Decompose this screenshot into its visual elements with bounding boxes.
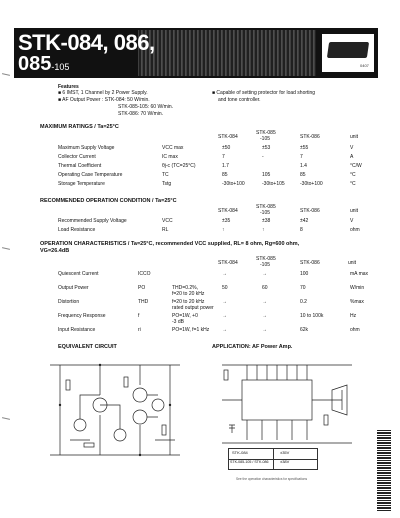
row-symbol: TC — [162, 172, 169, 178]
row-value: → — [262, 299, 267, 305]
row-value: -30to+105 — [262, 181, 285, 187]
part-number-line1: STK-084, 086, — [18, 30, 155, 55]
application-heading: APPLICATION: AF Power Amp. — [212, 344, 293, 350]
feature-item: ■ AF Output Power : STK-084: 50 W/min. — [58, 97, 150, 103]
row-value: ±38 — [262, 218, 271, 224]
col-header: STK-085 — [256, 204, 276, 210]
row-condition: PO=1W, f=1 kHz — [172, 327, 210, 333]
row-label: Input Resistance — [58, 327, 96, 333]
row-value: 105 — [262, 172, 271, 178]
col-header: unit — [350, 134, 359, 140]
mini-table-cell: ±35V — [280, 450, 290, 455]
row-unit: V — [350, 218, 354, 224]
row-value: 7 — [222, 154, 225, 160]
col-header: unit — [348, 260, 357, 266]
row-label: Recommended Supply Voltage — [58, 218, 127, 224]
row-value: ±50 — [222, 145, 231, 151]
footnote: See the operation characteristics for specifications — [236, 477, 308, 481]
row-label: Output Power — [58, 285, 89, 291]
row-label: Storage Temperature — [58, 181, 105, 187]
row-unit: Hz — [350, 313, 357, 319]
row-value: 1.7 — [222, 163, 229, 169]
row-condition: f=20 to 20 kHz — [172, 299, 205, 305]
row-value: -30to+100 — [300, 181, 323, 187]
row-label: Operating Case Temperature — [58, 172, 123, 178]
row-value: → — [222, 327, 227, 333]
mini-table-cell: STK-085-105 / STK-086 — [230, 460, 269, 464]
op-char-heading: OPERATION CHARACTERISTICS / Ta=25°C, recommended VCC supplied, RL= 8 ohm, Rg=600 ohm, — [40, 241, 300, 247]
col-header: STK-085 — [256, 130, 276, 136]
col-header: STK-084 — [218, 134, 238, 140]
row-value: → — [262, 271, 267, 277]
row-value: → — [222, 299, 227, 305]
col-header: STK-086 — [300, 208, 320, 214]
margin-mark — [2, 417, 10, 420]
row-value: 100 — [300, 271, 309, 277]
row-value: 10 to 100k — [300, 313, 324, 319]
application-circuit-diagram — [212, 355, 362, 455]
row-value: 0.2 — [300, 299, 307, 305]
max-ratings-heading: MAXIMUM RATINGS / Ta=25°C — [40, 124, 119, 130]
col-header: -105 — [260, 210, 271, 216]
row-unit: mA max — [350, 271, 369, 277]
row-symbol: f — [138, 313, 140, 319]
row-label: Collector Current — [58, 154, 96, 160]
row-unit: W/min — [350, 285, 365, 291]
row-symbol: VCC — [162, 218, 173, 224]
margin-mark — [2, 247, 10, 250]
row-value: -30to+100 — [222, 181, 245, 187]
col-header: -105 — [260, 136, 271, 142]
row-unit: °C — [350, 181, 356, 187]
row-unit: °C — [350, 172, 356, 178]
row-unit: %max — [350, 299, 364, 305]
barcode-strip — [377, 430, 391, 512]
col-header: STK-085 — [256, 256, 276, 262]
row-label: Frequency Response — [58, 313, 106, 319]
header-texture — [138, 30, 316, 76]
row-unit: ohm — [350, 227, 360, 233]
part-number-line2: 085-105 — [18, 53, 70, 75]
row-value: 62k — [300, 327, 309, 333]
row-value: ±35 — [222, 218, 231, 224]
row-value: ↑ — [222, 227, 225, 233]
row-value: 50 — [222, 285, 228, 291]
package-icon — [327, 42, 369, 58]
equiv-circuit-heading: EQUIVALENT CIRCUIT — [58, 344, 117, 350]
col-header: -105 — [260, 262, 271, 268]
mini-table-cell: STK-084 — [232, 450, 248, 455]
row-label: Distortion — [58, 299, 80, 305]
feature-item: and tone controller. — [218, 97, 261, 103]
row-condition: rated output power — [172, 305, 214, 311]
row-condition: -3 dB — [172, 319, 184, 325]
feature-item: STK-085-105: 60 W/min. — [118, 104, 174, 110]
row-value: → — [262, 327, 267, 333]
row-symbol: ri — [138, 327, 141, 333]
row-unit: A — [350, 154, 354, 160]
equivalent-circuit-diagram — [40, 355, 190, 465]
row-unit: ohm — [350, 327, 360, 333]
row-value: 85 — [300, 172, 306, 178]
row-value: → — [222, 271, 227, 277]
col-header: STK-084 — [218, 208, 238, 214]
row-value: - — [262, 154, 264, 160]
row-symbol: THD — [138, 299, 149, 305]
op-char-heading2: VG=26.4dB — [40, 248, 70, 254]
row-value: → — [222, 313, 227, 319]
row-value: ±42 — [300, 218, 309, 224]
row-label: Quiescent Current — [58, 271, 99, 277]
row-symbol: IC max — [162, 154, 178, 160]
row-label: Load Resistance — [58, 227, 96, 233]
row-symbol: RL — [162, 227, 169, 233]
row-condition: PO=1W, +0 — [172, 313, 198, 319]
package-tag: 0407 — [360, 63, 369, 68]
row-label: Maximum Supply Voltage — [58, 145, 115, 151]
row-symbol: Tstg — [162, 181, 172, 187]
mini-table-cell: ±38V — [280, 459, 290, 464]
row-symbol: θj-c (TC=25°C) — [162, 163, 196, 169]
feature-item: ■ 6 IMST, 1 Channel by 2 Power Supply. — [58, 90, 148, 96]
row-symbol: PO — [138, 285, 146, 291]
row-value: 8 — [300, 227, 303, 233]
col-header: STK-086 — [300, 134, 320, 140]
row-value: 70 — [300, 285, 306, 291]
rec-condition-heading: RECOMMENDED OPERATION CONDITION / Ta=25°C — [40, 198, 177, 204]
row-symbol: ICCO — [138, 271, 151, 277]
row-value: ±55 — [300, 145, 309, 151]
row-unit: V — [350, 145, 354, 151]
col-header: STK-084 — [218, 260, 238, 266]
row-value: ±53 — [262, 145, 271, 151]
row-value: → — [262, 313, 267, 319]
feature-item: STK-086: 70 W/min. — [118, 111, 164, 117]
row-symbol: VCC max — [162, 145, 184, 151]
row-condition: f=20 to 20 kHz — [172, 291, 205, 297]
row-label: Thermal Coefficient — [58, 163, 102, 169]
row-value: ↑ — [262, 227, 265, 233]
margin-mark — [2, 73, 10, 76]
col-header: STK-086 — [300, 260, 320, 266]
feature-item: ■ Capable of setting protector for load shorting — [212, 90, 316, 96]
row-condition: THD=0.2%, — [172, 285, 198, 291]
features-heading: Features — [58, 84, 79, 90]
row-value: 7 — [300, 154, 303, 160]
row-value: 85 — [222, 172, 228, 178]
col-header: unit — [350, 208, 359, 214]
row-value: 60 — [262, 285, 268, 291]
row-value: 1.4 — [300, 163, 307, 169]
row-unit: °C/W — [350, 163, 362, 169]
